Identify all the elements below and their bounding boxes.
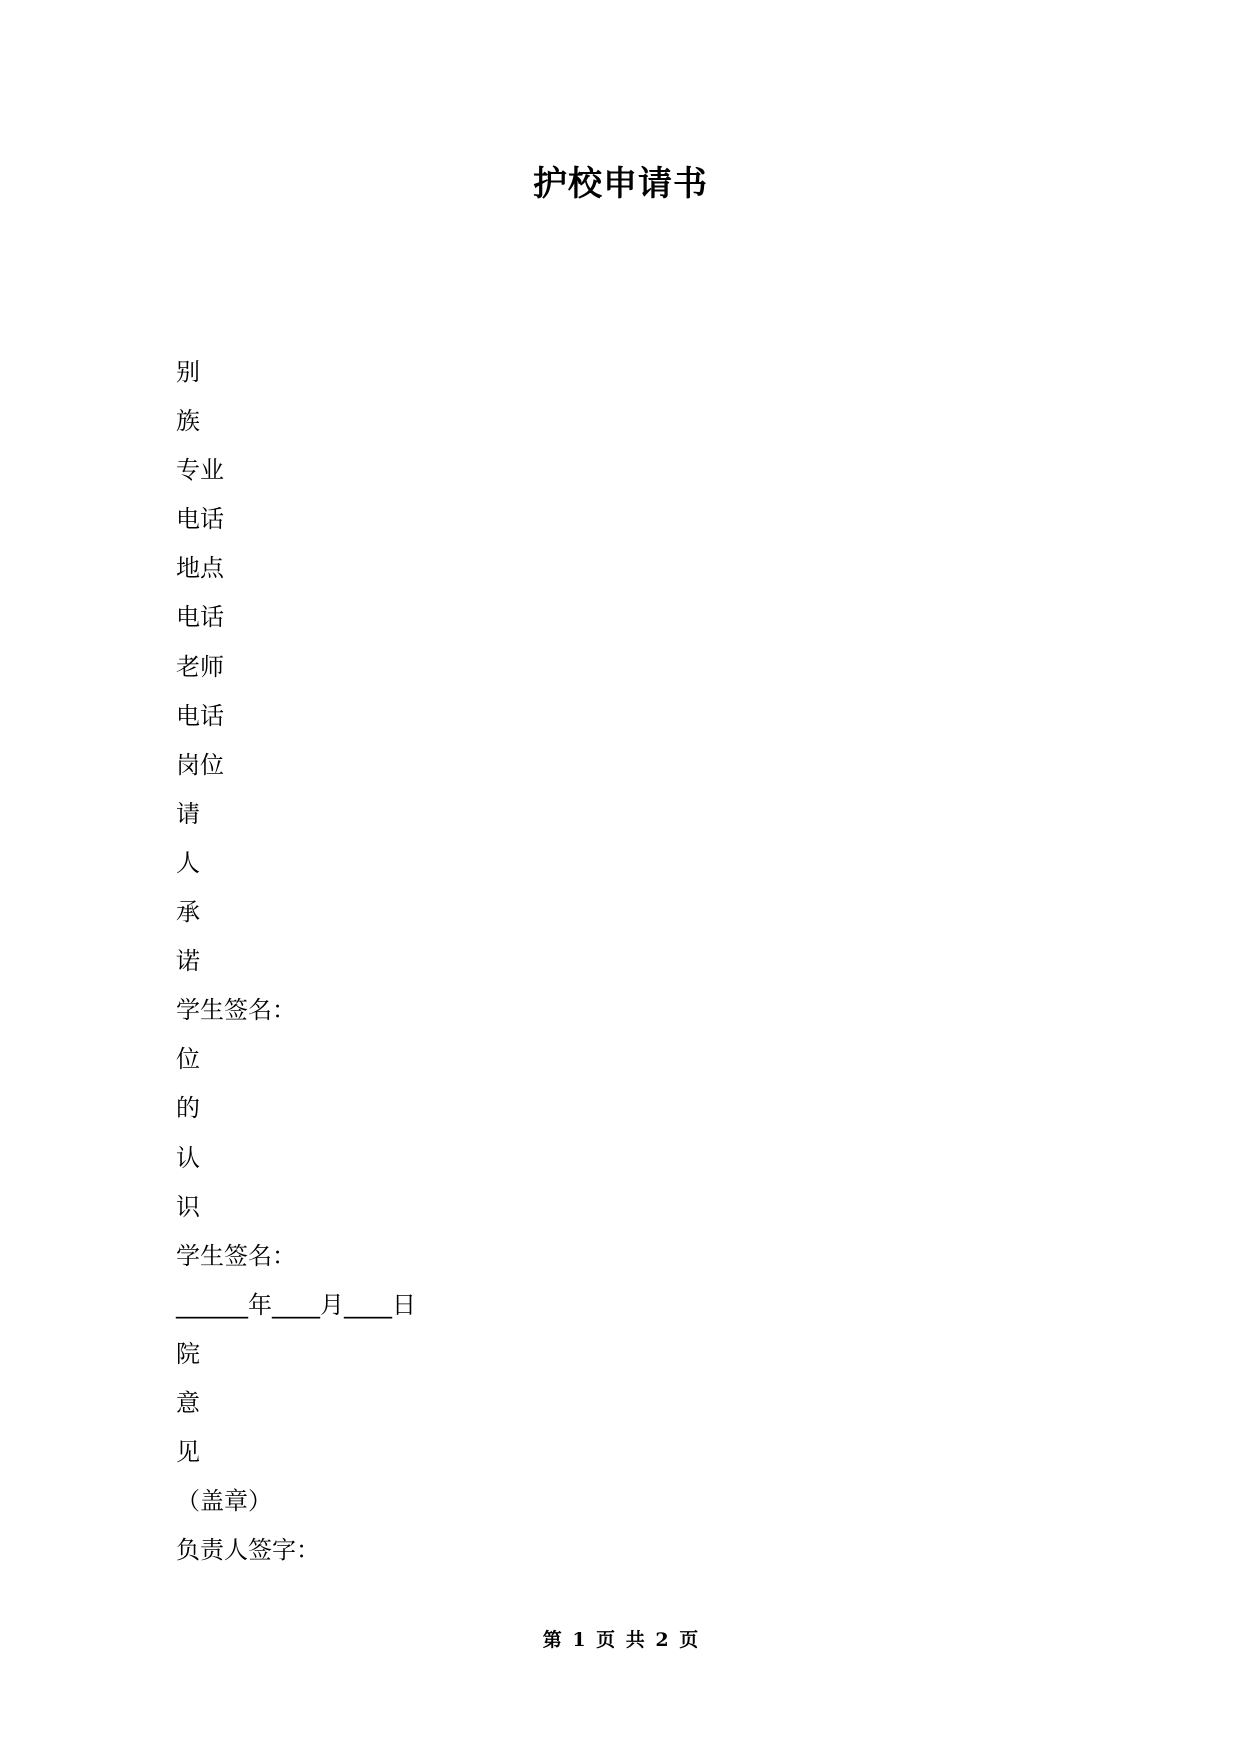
form-line: 人 — [176, 848, 200, 877]
form-line: 识 — [176, 1192, 200, 1221]
form-line: 位 — [176, 1045, 200, 1074]
form-line: 电话 — [176, 505, 224, 534]
form-line: 意 — [176, 1388, 200, 1417]
form-line: 专业 — [176, 456, 224, 485]
responsible-signature-line: 负责人签字： — [176, 1536, 320, 1565]
date-line: ______年____月____日 — [176, 1290, 416, 1319]
form-line: 请 — [176, 799, 200, 828]
form-line: 电话 — [176, 701, 224, 730]
form-line: 老师 — [176, 652, 224, 681]
form-field-list — [176, 348, 416, 1575]
form-line: 见 — [176, 1438, 200, 1467]
form-line: 诺 — [176, 947, 200, 976]
form-line: 别 — [176, 358, 200, 386]
student-signature-line: 学生签名： — [176, 996, 296, 1025]
form-line: 电话 — [176, 603, 224, 632]
form-line: 族 — [176, 407, 200, 436]
page-number-footer: 第 1 页 共 2 页 — [542, 1629, 699, 1651]
form-line: 的 — [176, 1094, 200, 1123]
form-line: 承 — [176, 898, 200, 927]
form-line: 地点 — [176, 554, 224, 583]
seal-line: （盖章） — [176, 1487, 272, 1516]
form-line: 认 — [176, 1143, 200, 1172]
form-line: 岗位 — [176, 750, 224, 779]
student-signature-line: 学生签名： — [176, 1241, 296, 1270]
form-line: 院 — [176, 1339, 200, 1368]
document-title: 护校申请书 — [533, 164, 708, 204]
